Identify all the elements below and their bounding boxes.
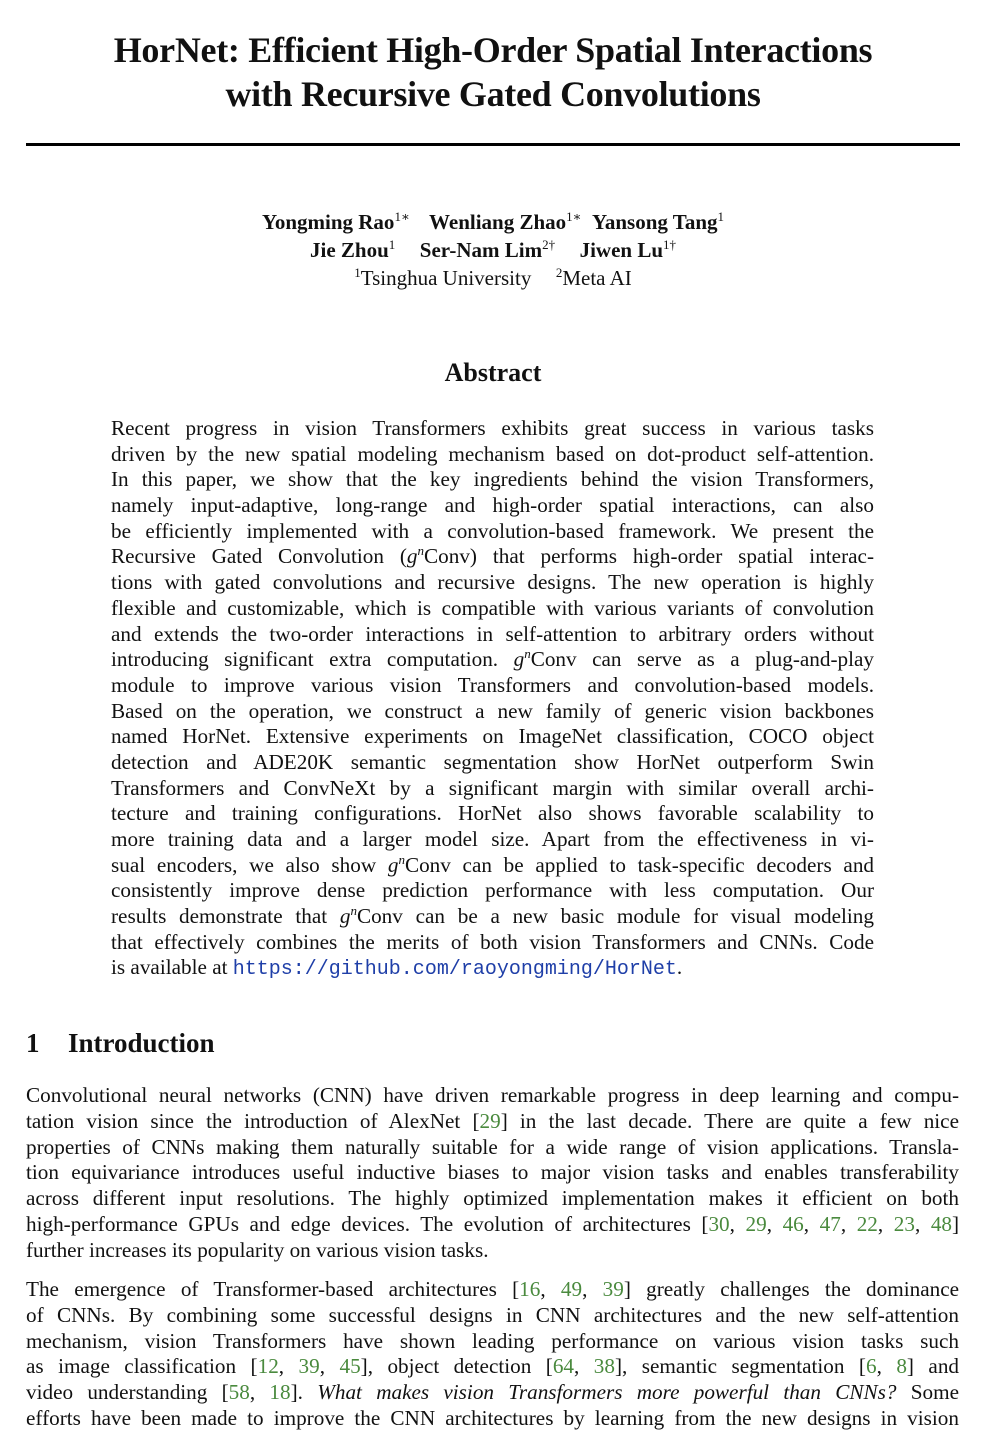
author-name: Yongming Rao [261,210,395,234]
gnconv-superscript: n [524,646,531,662]
citation-link[interactable]: 22 [856,1211,878,1236]
abstract-line: In this paper, we show that the key ingredients behind the vision Transformers, [111,467,874,492]
author-row-1 [0,208,986,236]
citation-link[interactable]: 38 [593,1354,615,1379]
paragraph-line: tation vision since the introduction of AlexNet [29] in the last decade. There are quite a few nice [26,1108,959,1133]
abstract-line: and extends the two-order interactions in self-attention to arbitrary orders without [111,621,874,646]
title-rule [26,143,960,146]
gnconv-superscript: n [398,851,405,867]
author-mark: 1 [388,237,396,252]
citation-link[interactable]: 16 [519,1277,541,1301]
paper-title [0,28,986,116]
section-heading [26,1025,215,1061]
abstract-line: tecture and training configurations. HorNet also shows favorable scalability to [111,801,874,826]
citation-link[interactable]: 18 [269,1380,291,1405]
paragraph-line: efforts have been made to improve the CNN architectures by learning from the new designs in vision [26,1405,959,1430]
citation-link[interactable]: 48 [930,1211,952,1236]
abstract-line: results demonstrate that $g^nConv$ can be a new basic module for visual modeling [111,903,874,929]
author-mark: 1† [663,237,676,252]
abstract-line: is available at https://github.com/raoyongming/HorNet. [111,955,683,982]
paragraph-line: Convolutional neural networks (CNN) have driven remarkable progress in deep learning and compu- [26,1083,959,1107]
gnconv-symbol: g [339,904,351,929]
citation-link[interactable]: 49 [560,1277,583,1301]
abstract-line: namely input-adaptive, long-range and high-order spatial interactions, can also [111,493,874,518]
abstract-line: driven by the new spatial modeling mechanism based on dot-product self-attention. [111,441,874,466]
citation-link[interactable]: 23 [893,1211,915,1236]
citation-link[interactable]: 30 [708,1211,730,1236]
abstract-line: flexible and customizable, which is compatible with various variants of convolution [111,595,874,620]
paragraph-line: The emergence of Transformer-based architectures [16, 49, 39] greatly challenges the dominance [26,1277,960,1301]
citation-link[interactable]: 45 [339,1354,361,1379]
abstract-line: introducing significant extra computation. $g^nConv$ can serve as a plug-and-play [111,646,874,672]
abstract-body [111,416,874,981]
abstract-line: sual encoders, we also show $g^nConv$ can be applied to task-specific decoders and [111,851,875,877]
paragraph-line: as image classification [12, 39, 45], object detection [64, 38], semantic segmentation [6, 8] and [26,1354,960,1379]
affiliation-mark: 2 [555,265,563,280]
abstract-line: detection and ADE20K semantic segmentation show HorNet outperform Swin [111,749,874,774]
gnconv-symbol: g [406,544,418,569]
paragraph-line: mechanism, vision Transformers have shown leading performance on various vision tasks such [26,1328,959,1353]
paragraph-line: across different input resolutions. The highly optimized implementation makes it efficient on both [26,1186,959,1211]
abstract-line: Recent progress in vision Transformers exhibits great success in various tasks [111,416,874,440]
abstract-line: Recursive Gated Convolution $(g^nConv)$ that performs high-order spatial interac- [111,543,874,569]
author-block [0,208,986,292]
section-number: 1 [26,1028,40,1058]
citation-link[interactable]: 46 [782,1211,804,1236]
citation-link[interactable]: 29 [745,1211,767,1236]
abstract-line: consistently improve dense prediction performance with less computation. Our [111,878,874,903]
gnconv-symbol: g [387,852,399,877]
citation-link[interactable]: 12 [257,1354,279,1379]
abstract-line: Transformers and ConvNeXt by a significant margin with similar overall archi- [111,775,874,800]
italic-question: What makes vision Transformers more powerful than CNNs? [317,1380,897,1405]
author-name: Ser-Nam Lim [419,238,543,262]
affiliation-name: Meta AI [562,266,632,290]
author-name: Jie Zhou [310,238,389,262]
gnconv-superscript: n [350,903,357,919]
citation-link[interactable]: 39 [298,1354,320,1379]
author-name: Jiwen Lu [579,238,663,262]
citation-link[interactable]: 8 [896,1354,907,1379]
author-name: Wenliang Zhao [429,210,567,234]
paragraph-line: tion equivariance introduces useful inductive biases to major vision tasks and enables transferability [26,1160,959,1185]
gnconv-superscript: n [417,543,425,559]
citation-link[interactable]: 47 [819,1211,841,1236]
abstract-heading: Abstract [444,358,542,387]
abstract-line: module to improve various vision Transformers and convolution-based models. [111,672,874,697]
citation-link[interactable]: 64 [552,1354,575,1379]
author-mark: 1∗ [566,209,582,224]
citation-link[interactable]: 6 [865,1354,877,1379]
abstract-line: named HorNet. Extensive experiments on ImageNet classification, COCO object [111,724,874,749]
abstract-line: that effectively combines the merits of both vision Transformers and CNNs. Code [111,929,874,954]
abstract-line: Based on the operation, we construct a new family of generic vision backbones [111,698,874,723]
paragraph-line: of CNNs. By combining some successful designs in CNN architectures and the new self-attention [26,1302,959,1327]
abstract-line: be efficiently implemented with a convolution-based framework. We present the [111,518,874,543]
gnconv-symbol: g [513,647,525,672]
affiliation-name: Tsinghua University [360,266,532,290]
author-mark: 1∗ [394,209,410,224]
author-mark: 1 [717,209,725,224]
title-line-2: with Recursive Gated Convolutions [225,74,761,114]
intro-paragraph-1 [26,1083,959,1264]
code-url-link[interactable]: https://github.com/raoyongming/HorNet [232,958,677,982]
paragraph-line: high-performance GPUs and edge devices. The evolution of architectures [30, 29, 46, 47, 22, 23, 48] [26,1211,960,1236]
paragraph-line: further increases its popularity on various vision tasks. [26,1237,489,1262]
affiliation-row [0,264,986,292]
citation-link[interactable]: 58 [228,1380,250,1405]
title-line-1: HorNet: Efficient High-Order Spatial Interactions [113,30,873,70]
intro-paragraph-2 [26,1277,959,1432]
citation-link[interactable]: 39 [602,1277,624,1301]
author-name: Yansong Tang [592,210,718,234]
citation-link[interactable]: 29 [479,1108,501,1133]
paragraph-line: video understanding [58, 18]. What makes vision Transformers more powerful than CNNs? Some [26,1380,959,1405]
abstract-line: tions with gated convolutions and recursive designs. The new operation is highly [111,570,874,595]
author-mark: 2† [542,237,556,252]
abstract-line: more training data and a larger model size. Apart from the effectiveness in vi- [111,827,874,851]
paragraph-line: properties of CNNs making them naturally suitable for a wide range of vision applications. Transla- [26,1134,959,1159]
affiliation-mark: 1 [354,265,361,280]
section-title: Introduction [68,1028,215,1058]
author-row-2 [0,236,986,264]
